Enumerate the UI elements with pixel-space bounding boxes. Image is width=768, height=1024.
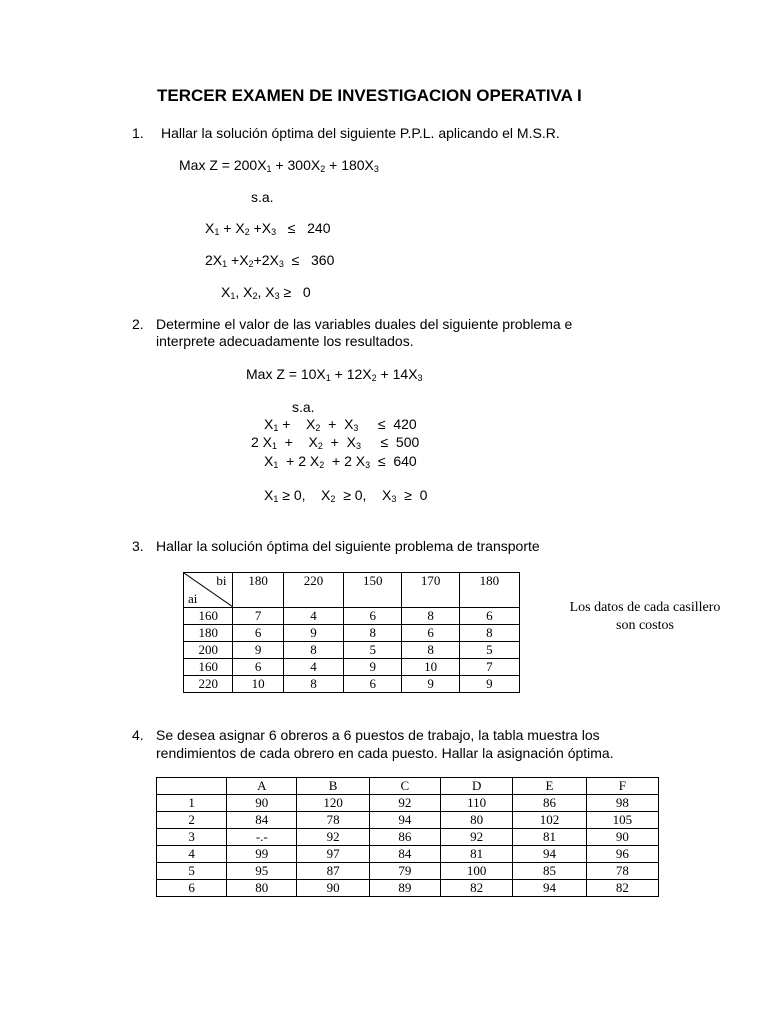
transport-row	[184, 642, 520, 659]
value-cell: 120	[297, 795, 369, 812]
transport-note-line-2: son costos	[616, 618, 674, 633]
column-header: D	[441, 778, 513, 795]
assignment-corner-cell	[157, 778, 227, 795]
cost-cell: 8	[283, 676, 343, 693]
q2-subject-to: s.a.	[292, 399, 315, 415]
value-cell: 90	[297, 880, 369, 897]
cost-cell: 9	[283, 625, 343, 642]
assignment-header-row	[157, 778, 659, 795]
assignment-table	[156, 777, 659, 897]
bi-value: 180	[459, 573, 519, 608]
exam-title: TERCER EXAMEN DE INVESTIGACION OPERATIVA I	[157, 86, 582, 105]
transport-row	[184, 608, 520, 625]
value-cell: -.-	[227, 829, 297, 846]
transport-corner-cell	[184, 573, 233, 608]
value-cell: 92	[441, 829, 513, 846]
cost-cell: 9	[459, 676, 519, 693]
q2-objective: Max $Z = 10X_1 + 12X_2 + 14X_3$	[246, 366, 423, 383]
value-cell: 79	[369, 863, 440, 880]
cost-cell: 4	[283, 608, 343, 625]
value-cell: 96	[586, 846, 658, 863]
q2-constraint-3: $X_1 + 2$ $X_2 + 2$ $X_3 \le 640$	[264, 453, 417, 470]
q1-subject-to: s.a.	[251, 189, 274, 205]
bi-value: 170	[402, 573, 459, 608]
value-cell: 87	[297, 863, 369, 880]
value-cell: 86	[369, 829, 440, 846]
cost-cell: 8	[402, 608, 459, 625]
transport-table	[183, 572, 520, 693]
cost-cell: 6	[233, 625, 283, 642]
q2-text-line-2: interprete adecuadamente los resultados.	[156, 333, 414, 349]
transport-row	[184, 676, 520, 693]
cost-cell: 9	[344, 659, 402, 676]
cost-cell: 6	[459, 608, 519, 625]
cost-cell: 6	[344, 676, 402, 693]
value-cell: 80	[441, 812, 513, 829]
value-cell: 84	[369, 846, 440, 863]
assignment-row	[157, 863, 659, 880]
q4-text-line-2: rendimientos de cada obrero en cada puesto. Hallar la asignación óptima.	[156, 745, 614, 761]
value-cell: 102	[513, 812, 586, 829]
q1-constraint-2: $2X_1 +X_2+2X_3 \le 360$	[205, 252, 335, 269]
value-cell: 82	[441, 880, 513, 897]
value-cell: 78	[297, 812, 369, 829]
q2-number: 2.	[132, 316, 144, 332]
row-header: 2	[157, 812, 227, 829]
column-header: A	[227, 778, 297, 795]
row-header: 1	[157, 795, 227, 812]
value-cell: 105	[586, 812, 658, 829]
q2-constraint-2: 2 $X_1$ + $X_2 + X_3$ ≤ 500	[251, 434, 420, 451]
column-header: C	[369, 778, 440, 795]
bi-value: 180	[233, 573, 283, 608]
cost-cell: 6	[344, 608, 402, 625]
ai-value: 200	[184, 642, 233, 659]
bi-value: 220	[283, 573, 343, 608]
column-header: F	[586, 778, 658, 795]
cost-cell: 10	[233, 676, 283, 693]
value-cell: 89	[369, 880, 440, 897]
bi-value: 150	[344, 573, 402, 608]
value-cell: 100	[441, 863, 513, 880]
cost-cell: 8	[344, 625, 402, 642]
value-cell: 90	[227, 795, 297, 812]
value-cell: 80	[227, 880, 297, 897]
value-cell: 94	[513, 846, 586, 863]
cost-cell: 6	[233, 659, 283, 676]
row-header: 3	[157, 829, 227, 846]
cost-cell: 8	[459, 625, 519, 642]
bi-label: bi	[216, 573, 227, 588]
transport-row	[184, 625, 520, 642]
cost-cell: 6	[402, 625, 459, 642]
cost-cell: 7	[459, 659, 519, 676]
value-cell: 99	[227, 846, 297, 863]
transport-note-line-1: Los datos de cada casillero	[569, 600, 721, 615]
ai-value: 160	[184, 659, 233, 676]
assignment-row	[157, 846, 659, 863]
q1-objective: Max $Z = 200X_1 + 300X_2 + 180X_3$	[179, 157, 379, 174]
value-cell: 82	[586, 880, 658, 897]
value-cell: 92	[297, 829, 369, 846]
cost-cell: 4	[283, 659, 343, 676]
column-header: E	[513, 778, 586, 795]
ai-value: 220	[184, 676, 233, 693]
assignment-row	[157, 812, 659, 829]
ai-value: 160	[184, 608, 233, 625]
cost-cell: 10	[402, 659, 459, 676]
cost-cell: 5	[459, 642, 519, 659]
q4-text-line-1: Se desea asignar 6 obreros a 6 puestos de trabajo, la tabla muestra los	[156, 727, 600, 743]
cost-cell: 8	[402, 642, 459, 659]
q4-number: 4.	[132, 727, 144, 743]
value-cell: 90	[586, 829, 658, 846]
value-cell: 94	[513, 880, 586, 897]
q2-nonnegativity: $X_1 \ge 0$, $X_2 \ge 0$, $X_3 \ge 0$	[264, 487, 428, 504]
value-cell: 95	[227, 863, 297, 880]
q2-text-line-1: Determine el valor de las variables duales del siguiente problema e	[156, 316, 573, 332]
q1-number: 1.	[132, 125, 144, 141]
value-cell: 92	[369, 795, 440, 812]
cost-cell: 9	[402, 676, 459, 693]
value-cell: 81	[513, 829, 586, 846]
row-header: 5	[157, 863, 227, 880]
assignment-row	[157, 829, 659, 846]
row-header: 4	[157, 846, 227, 863]
q3-text: Hallar la solución óptima del siguiente problema de transporte	[156, 538, 540, 554]
column-header: B	[297, 778, 369, 795]
q1-text: Hallar la solución óptima del siguiente P.P.L. aplicando el M.S.R.	[161, 125, 560, 141]
cost-cell: 7	[233, 608, 283, 625]
cost-cell: 9	[233, 642, 283, 659]
value-cell: 110	[441, 795, 513, 812]
transport-header-row	[184, 573, 520, 608]
q1-nonnegativity: $X_1$, $X_2$, $X_3 \ge 0$	[221, 284, 311, 301]
value-cell: 94	[369, 812, 440, 829]
value-cell: 81	[441, 846, 513, 863]
assignment-row	[157, 795, 659, 812]
value-cell: 98	[586, 795, 658, 812]
assignment-row	[157, 880, 659, 897]
value-cell: 86	[513, 795, 586, 812]
cost-cell: 5	[344, 642, 402, 659]
ai-value: 180	[184, 625, 233, 642]
value-cell: 85	[513, 863, 586, 880]
value-cell: 78	[586, 863, 658, 880]
q2-constraint-1: $X_1$ + $X_2 + X_3$ ≤ 420	[264, 416, 417, 433]
value-cell: 97	[297, 846, 369, 863]
cost-cell: 8	[283, 642, 343, 659]
value-cell: 84	[227, 812, 297, 829]
ai-label: ai	[188, 591, 198, 606]
row-header: 6	[157, 880, 227, 897]
transport-row	[184, 659, 520, 676]
q1-constraint-1: $X_1 + X_2 +X_3 \le 240$	[205, 220, 331, 237]
q3-number: 3.	[132, 538, 144, 554]
